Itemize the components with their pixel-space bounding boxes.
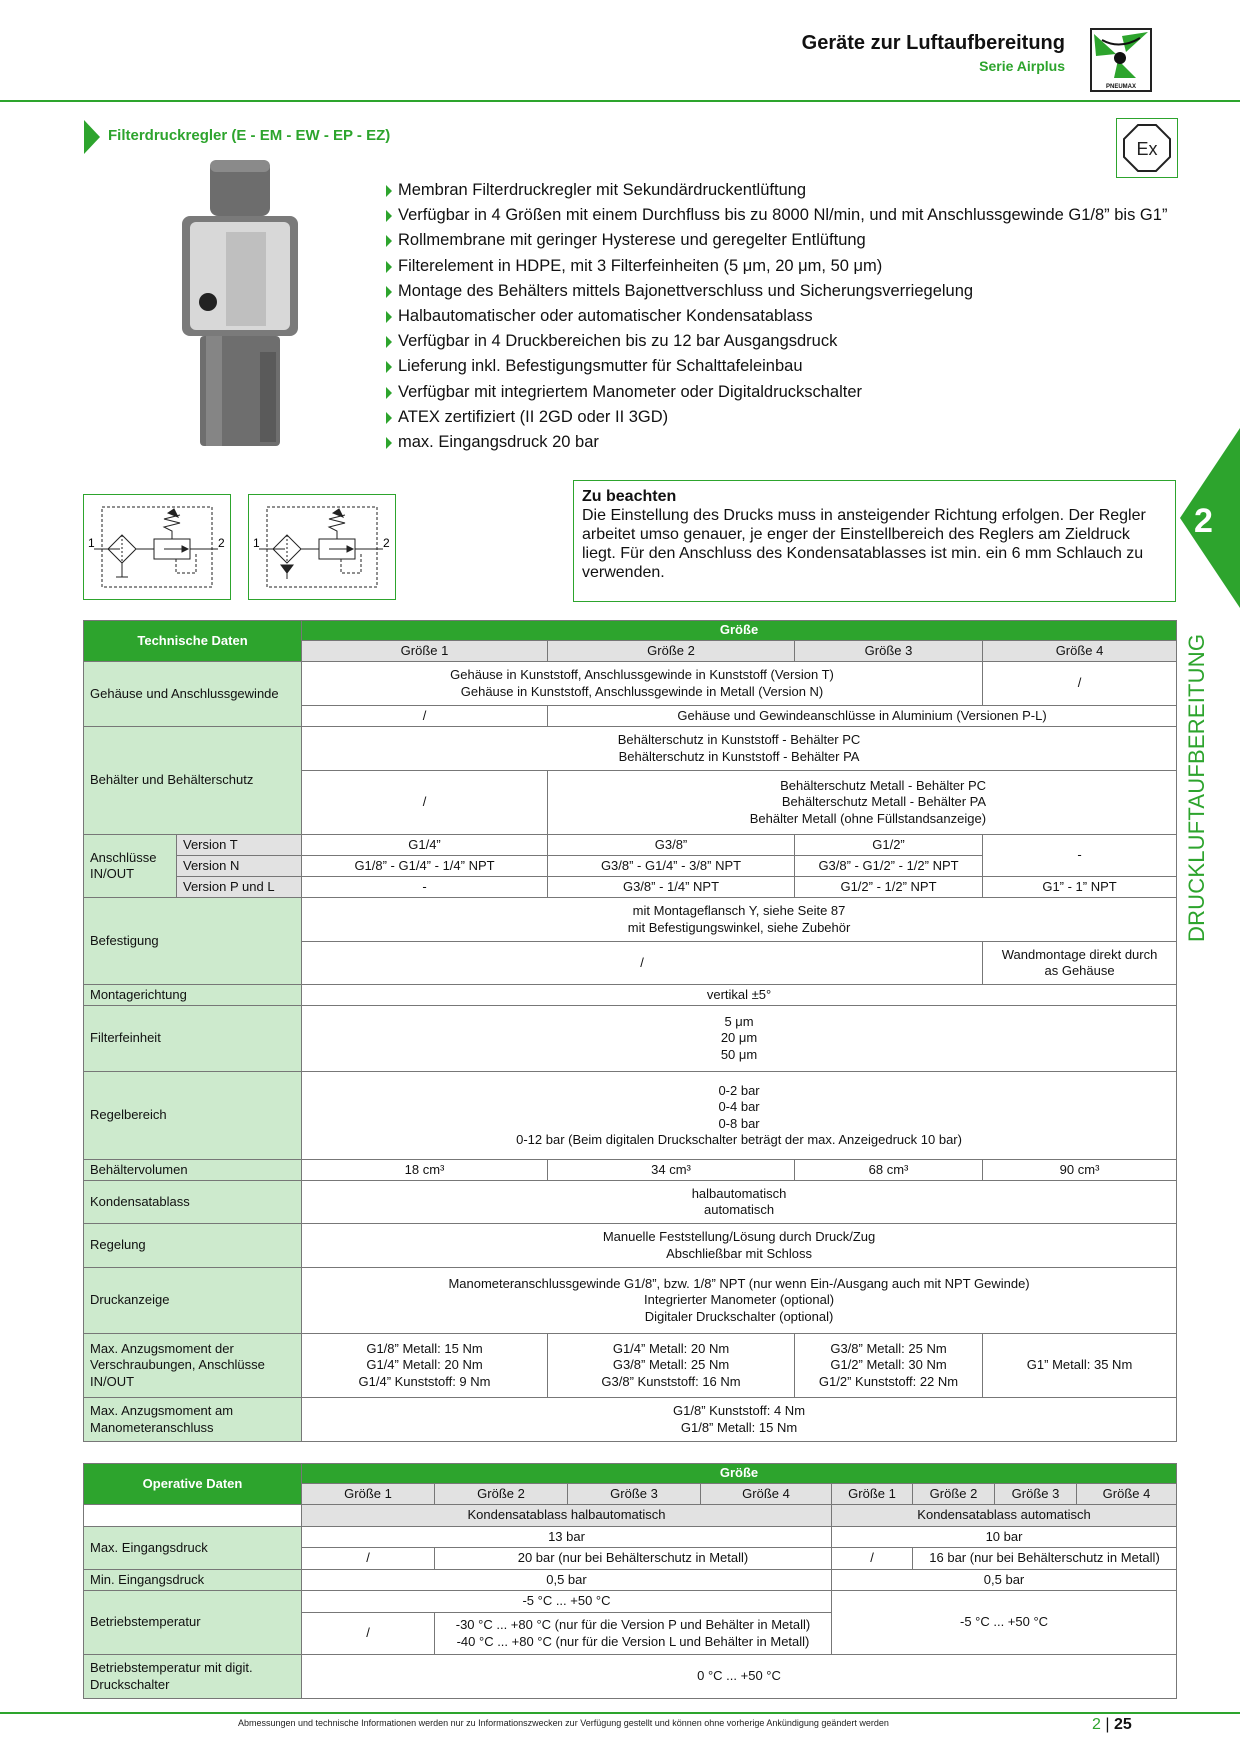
row-label: Anschlüsse IN/OUT [84,835,177,898]
row-label: Min. Eingangsdruck [84,1570,302,1591]
feature-item: Rollmembrane mit geringer Hysterese und geregelter Entlüftung [384,228,1184,253]
table-cell: - [983,835,1177,877]
row-label: Behältervolumen [84,1160,302,1181]
row-label: Betriebstemperatur [84,1591,302,1655]
feature-item: Verfügbar in 4 Druckbereichen bis zu 12 bar Ausgangsdruck [384,329,1184,354]
size-label: Größe 1 [302,1484,435,1505]
note-text: Die Einstellung des Drucks muss in ansteigender Richtung erfolgen. Der Regler arbeitet umso genauer, je enger der Einstellbereich des Reglers am Zieldruck liegt. Für den Anschluss des Kondensatablasses ist min. ein 6 mm Schlauch zu verwenden. [582,507,1146,581]
size-label: Größe 4 [983,641,1177,662]
version-label: Version P und L [177,877,302,898]
size-label: Größe 4 [701,1484,832,1505]
technical-data-table [83,620,1177,1442]
size-label: Größe 1 [302,641,548,662]
feature-item: Halbautomatischer oder automatischer Kondensatablass [384,304,1184,329]
port-out-label: 2 [218,536,225,550]
table-cell: 68 cm³ [795,1160,983,1181]
header-divider [0,100,1240,102]
table-cell: 0,5 bar [302,1570,832,1591]
chapter-number: 2 [1194,502,1213,540]
atex-badge [1116,118,1178,178]
feature-item: Verfügbar mit integriertem Manometer oder Digitaldruckschalter [384,380,1184,405]
table-cell: G1/8” Kunststoff: 4 Nm G1/8” Metall: 15 Nm [302,1398,1177,1442]
table-cell: Gehäuse und Gewindeanschlüsse in Aluminium (Versionen P-L) [548,706,1177,727]
port-in-label: 1 [88,536,95,550]
pneumatic-symbol-icon [249,495,395,599]
table-cell: 90 cm³ [983,1160,1177,1181]
port-in-label: 1 [253,536,260,550]
row-label: Betriebstemperatur mit digit. Druckschalter [84,1655,302,1699]
table-cell: -5 °C ... +50 °C [832,1591,1177,1655]
table-cell: 10 bar [832,1527,1177,1548]
drain-type-semi: Kondensatablass halbautomatisch [302,1505,832,1527]
page-number: 2 | 25 [1092,1716,1132,1733]
operative-data-table [83,1463,1177,1699]
size-label: Größe 3 [795,641,983,662]
row-label: Filterfeinheit [84,1006,302,1072]
table-cell: Manometeranschlussgewinde G1/8”, bzw. 1/8” NPT (nur wenn Ein-/Ausgang auch mit NPT Gewinde) Integrierter Manometer (optional) Digitaler Druckschalter (optional) [302,1268,1177,1334]
section-arrow-icon [84,120,100,154]
pneumax-logo-icon [1092,30,1150,82]
table-cell: 0-2 bar 0-4 bar 0-8 bar 0-12 bar (Beim digitalen Druckschalter beträgt der max. Anzeigedruck 10 bar) [302,1072,1177,1160]
table-cell: 20 bar (nur bei Behälterschutz in Metall) [435,1548,832,1570]
table-cell: G3/8” - G1/4” - 3/8” NPT [548,856,795,877]
tech-header: Technische Daten [84,621,302,662]
header-title: Geräte zur Luftaufbereitung [801,32,1065,54]
table-cell: G1/8” - G1/4” - 1/4” NPT [302,856,548,877]
size-label: Größe 4 [1077,1484,1177,1505]
size-label: Größe 3 [995,1484,1077,1505]
table-cell: / [302,1548,435,1570]
table-cell: / [832,1548,913,1570]
version-label: Version N [177,856,302,877]
feature-item: Membran Filterdruckregler mit Sekundärdruckentlüftung [384,178,1184,203]
feature-item: Filterelement in HDPE, mit 3 Filterfeinheiten (5 μm, 20 μm, 50 μm) [384,254,1184,279]
size-label: Größe 3 [568,1484,701,1505]
table-cell: Behälterschutz in Kunststoff - Behälter PC Behälterschutz in Kunststoff - Behälter PA [302,727,1177,771]
table-cell: 16 bar (nur bei Behälterschutz in Metall) [913,1548,1177,1570]
size-label: Größe 2 [913,1484,995,1505]
symbol-filter-regulator-auto [248,494,396,600]
table-cell: 18 cm³ [302,1160,548,1181]
row-label: Gehäuse und Anschlussgewinde [84,662,302,727]
pneumax-logo [1090,28,1152,92]
row-label: Regelbereich [84,1072,302,1160]
table-cell: / [983,662,1177,706]
row-label: Max. Anzugsmoment am Manometeranschluss [84,1398,302,1442]
table-cell: Gehäuse in Kunststoff, Anschlussgewinde in Kunststoff (Version T) Gehäuse in Kunststoff, Anschlussgewinde in Metall (Version N) [302,662,983,706]
table-cell: / [302,942,983,985]
table-cell: G1/8” Metall: 15 Nm G1/4” Metall: 20 Nm G1/4” Kunststoff: 9 Nm [302,1334,548,1398]
table-cell: 34 cm³ [548,1160,795,1181]
size-label: Größe 2 [435,1484,568,1505]
table-cell: G1/2” [795,835,983,856]
header-subtitle: Serie Airplus [979,58,1065,74]
table-cell: vertikal ±5° [302,985,1177,1006]
section-title: Filterdruckregler (E - EM - EW - EP - EZ) [108,127,391,144]
feature-item: Lieferung inkl. Befestigungsmutter für Schalttafeleinbau [384,354,1184,379]
table-cell: halbautomatisch automatisch [302,1181,1177,1224]
table-cell: Wandmontage direkt durch as Gehäuse [983,942,1177,985]
table-cell: / [302,706,548,727]
table-cell: G3/8” [548,835,795,856]
table-cell: G1/4” [302,835,548,856]
chapter-label: DRUCKLUFTAUFBEREITUNG [1184,633,1209,942]
table-cell: G1/4” Metall: 20 Nm G3/8” Metall: 25 Nm G3/8” Kunststoff: 16 Nm [548,1334,795,1398]
feature-item: max. Eingangsdruck 20 bar [384,430,1184,455]
atex-ex-icon [1122,123,1172,173]
table-cell: G1” Metall: 35 Nm [983,1334,1177,1398]
product-image [180,152,300,452]
table-cell: 0,5 bar [832,1570,1177,1591]
pneumatic-symbol-icon [84,495,230,599]
note-title: Zu beachten [582,488,677,505]
drain-type-auto: Kondensatablass automatisch [832,1505,1177,1527]
version-label: Version T [177,835,302,856]
size-label: Größe 1 [832,1484,913,1505]
page-num: 25 [1113,1716,1132,1733]
port-out-label: 2 [383,536,390,550]
feature-item: Verfügbar in 4 Größen mit einem Durchfluss bis zu 8000 Nl/min, und mit Anschlussgewinde G1/8” bis G1” [384,203,1184,228]
table-cell: Manuelle Feststellung/Lösung durch Druck/Zug Abschließbar mit Schloss [302,1224,1177,1268]
table-cell: -30 °C ... +80 °C (nur für die Version P und Behälter in Metall) -40 °C ... +80 °C (nur für die Version L und Behälter in Metall) [435,1613,832,1655]
oper-header: Operative Daten [84,1464,302,1505]
chapter-number: 2 [1092,1716,1101,1733]
table-cell: G3/8” - G1/2” - 1/2” NPT [795,856,983,877]
table-cell: -5 °C ... +50 °C [302,1591,832,1613]
table-cell: mit Montageflansch Y, siehe Seite 87 mit Befestigungswinkel, siehe Zubehör [302,898,1177,942]
table-cell: 5 μm 20 μm 50 μm [302,1006,1177,1072]
note-box [573,480,1176,602]
row-label: Behälter und Behälterschutz [84,727,302,835]
table-cell: G1” - 1” NPT [983,877,1177,898]
row-label: Max. Anzugsmoment der Verschraubungen, Anschlüsse IN/OUT [84,1334,302,1398]
footer-divider [0,1712,1240,1714]
table-cell: / [302,1613,435,1655]
row-label: Befestigung [84,898,302,985]
symbol-filter-regulator-semi [83,494,231,600]
row-label: Druckanzeige [84,1268,302,1334]
table-cell: 0 °C ... +50 °C [302,1655,1177,1699]
table-cell: - [302,877,548,898]
row-label: Kondensatablass [84,1181,302,1224]
table-cell: Behälterschutz Metall - Behälter PC Behälterschutz Metall - Behälter PA Behälter Metall (ohne Füllstandsanzeige) [548,771,1177,835]
feature-item: Montage des Behälters mittels Bajonettverschluss und Sicherungsverriegelung [384,279,1184,304]
table-cell: / [302,771,548,835]
tech-size-header: Größe [302,621,1177,641]
feature-list [384,178,1184,455]
row-label: Regelung [84,1224,302,1268]
size-label: Größe 2 [548,641,795,662]
feature-item: ATEX zertifiziert (II 2GD oder II 3GD) [384,405,1184,430]
table-cell: G3/8” - 1/4” NPT [548,877,795,898]
oper-size-header: Größe [302,1464,1177,1484]
row-label: Montagerichtung [84,985,302,1006]
footer-disclaimer: Abmessungen und technische Informationen werden nur zu Informationszwecken zur Verfügung gestellt und können ohne vorherige Ankündigung geändert werden [238,1718,889,1728]
row-label: Max. Eingangsdruck [84,1527,302,1570]
svg-text:Ex: Ex [1136,139,1158,159]
logo-text: PNEUMAX [1105,84,1136,90]
table-cell: G1/2” - 1/2” NPT [795,877,983,898]
table-cell: 13 bar [302,1527,832,1548]
table-cell: G3/8” Metall: 25 Nm G1/2” Metall: 30 Nm G1/2” Kunststoff: 22 Nm [795,1334,983,1398]
